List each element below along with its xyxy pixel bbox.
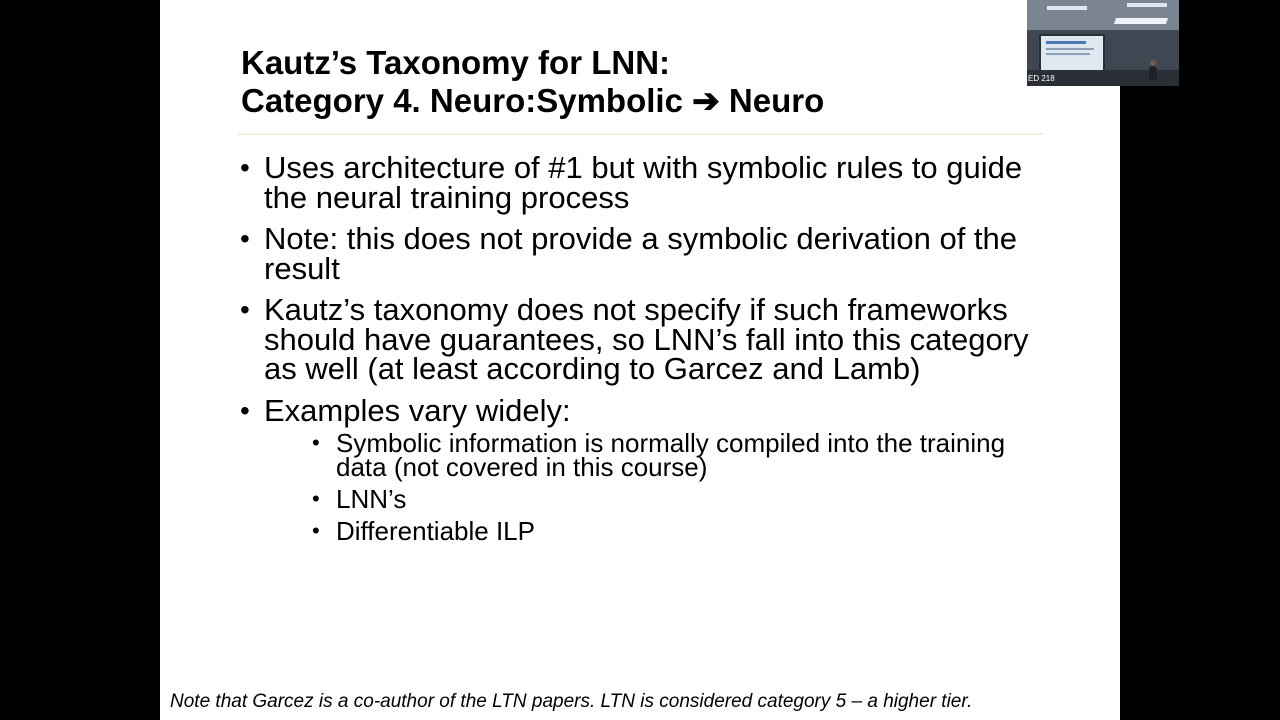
bullet-text: Examples vary widely: [264,392,571,428]
screen-text-line [1046,41,1086,44]
bullet-dot-icon: • [240,152,250,183]
bullet-item [240,221,1040,286]
sub-bullet-text: Symbolic information is normally compiled into the training data (not covered in this course) [336,428,1006,482]
title-divider [238,133,1043,135]
room-label: ED 218 [1028,74,1055,83]
bullet-item [240,392,1040,546]
bullet-text: Kautz’s taxonomy does not specify if such frameworks should have guarantees, so LNN’s fall into this category as well (at least according to Garcez and Lamb) [264,292,1029,386]
screen-text-line [1046,53,1090,55]
slide-footnote: Note that Garcez is a co-author of the LTN papers. LTN is considered category 5 – a higher tier. [170,691,973,712]
presentation-slide [160,0,1120,720]
ceiling-light [1127,3,1167,7]
slide-title [241,44,1101,120]
sub-bullet-dot-icon: • [312,518,320,543]
bullet-dot-icon: • [240,223,250,254]
bullet-item [240,292,1040,386]
ceiling-light [1047,6,1087,10]
sub-bullet-dot-icon: • [312,430,320,455]
slide-title-line-1: Kautz’s Taxonomy for LNN: [241,44,671,81]
bullet-list [240,150,1040,555]
presenter-figure [1149,66,1157,80]
bullet-text: Note: this does not provide a symbolic derivation of the result [264,221,1018,286]
slide-title-line-2: Category 4. Neuro:Symbolic ➔ Neuro [241,82,825,119]
sub-bullet-text: LNN’s [336,484,407,514]
bullet-item [240,150,1040,215]
sub-bullet-dot-icon: • [312,486,320,511]
sub-bullet-item [264,484,1040,514]
screen-text-line [1046,48,1094,50]
sub-bullet-item [264,428,1040,482]
bullet-dot-icon: • [240,394,250,426]
ceiling-light [1114,18,1168,24]
sub-bullet-item [264,516,1040,546]
bullet-text: Uses architecture of #1 but with symbolic rules to guide the neural training process [264,150,1023,215]
sub-bullet-list [264,428,1040,546]
sub-bullet-text: Differentiable ILP [336,516,535,546]
bullet-dot-icon: • [240,294,250,325]
webcam-thumbnail[interactable] [1027,0,1179,86]
